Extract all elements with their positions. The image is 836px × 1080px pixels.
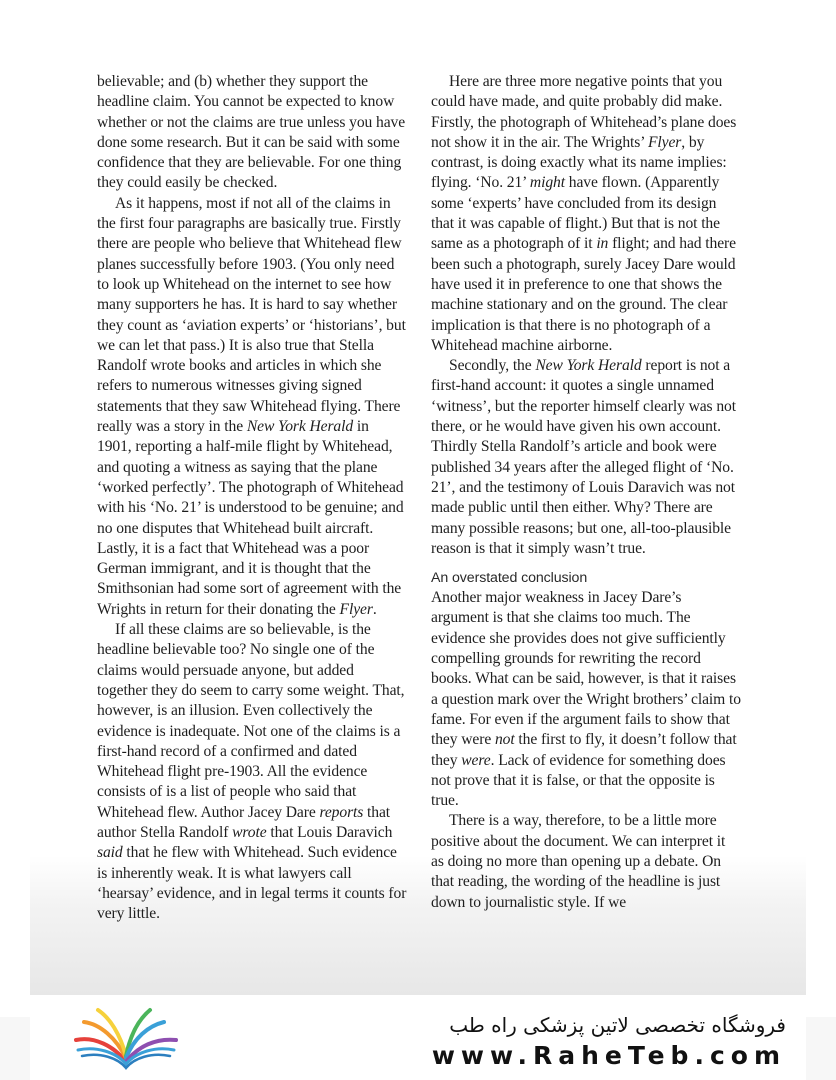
- left-column: [97, 72, 407, 924]
- footer-band-right: [806, 1017, 836, 1080]
- right-column: [431, 72, 741, 913]
- shop-name: فروشگاه تخصصی لاتین پزشکی راه طب: [449, 1013, 786, 1037]
- paragraph: There is a way, therefore, to be a little more positive about the document. We can interpret it as doing no more than opening up a debate. On that reading, the wording of the headline is just down to journalistic style. If we: [431, 812, 726, 911]
- section-heading: An overstated conclusion: [431, 570, 588, 587]
- watermark-footer: [0, 995, 836, 1080]
- shop-url: www.RaheTeb.com: [431, 1041, 786, 1070]
- paragraph: Here are three more negative points that you could have made, and quite probably did make. Firstly, the photograph of Whitehead’s plane does not show it in the air. The Wrights’ Flyer, by contrast, is doing exactly what its name implies: flying. ‘No. 21’ might have flown. (Apparently some ‘experts’ have concluded from its design that it was capable of flight.) But that is not the same as a photograph of it in flight; and had there been such a photograph, surely Jacey Dare would have used it in preference to one that shows the machine stationary and on the ground. The clear implication is that there is no photograph of a Whitehead machine airborne.: [431, 73, 737, 354]
- paragraph: Secondly, the New York Herald report is not a first-hand account: it quotes a single unnamed ‘witness’, but the reporter himself clearly was not there, or he would have given his own account. Thirdly Stella Randolf’s article and book were published 34 years after the alleged flight of ‘No. 21’, and the testimony of Louis Daravich was not made public until then either. Why? There are many possible reasons; but one, all-too-plausible reason is that it simply wasn’t true.: [431, 357, 736, 557]
- paragraph: Another major weakness in Jacey Dare’s argument is that she claims too much. The evidence she provides does not give sufficiently compelling grounds for rewriting the record books. What can be said, however, is that it raises a question mark over the Wright brothers’ claim to fame. For even if the argument fails to show that they were not the first to fly, it doesn’t follow that they were. Lack of evidence for something does not prove that it is false, or that the opposite is true.: [431, 589, 741, 810]
- open-book-rainbow-icon: [72, 1000, 180, 1070]
- paragraph: believable; and (b) whether they support the headline claim. You cannot be expected to know whether or not the claims are true unless you have done some research. But it can be said with some confidence that they are believable. For one thing they could easily be checked.: [97, 73, 406, 192]
- footer-band-left: [0, 1017, 30, 1080]
- paragraph: If all these claims are so believable, is the headline believable too? No single one of the claims would persuade anyone, but added together they do seem to carry some weight. That, however, is an illusion. Even collectively the evidence is inadequate. Not one of the claims is a first-hand record of a confirmed and dated Whitehead flight pre-1903. All the evidence consists of is a list of people who said that Whitehead flew. Author Jacey Dare reports that author Stella Randolf wrote that Louis Daravich said that he flew with Whitehead. Such evidence is inherently weak. It is what lawyers call ‘hearsay’ evidence, and in legal terms it counts for very little.: [97, 621, 407, 923]
- paragraph: As it happens, most if not all of the claims in the first four paragraphs are basically true. Firstly there are people who believe that Whitehead flew planes successfully before 1903. (You only need to look up Whitehead on the internet to see how many supporters he has. It is hard to say whether they count as ‘aviation experts’ or ‘historians’, but we can let that pass.) It is also true that Stella Randolf wrote books and articles in which she refers to numerous witnesses giving signed statements that they saw Whitehead flying. There really was a story in the New York Herald in 1901, reporting a half-mile flight by Whitehead, and quoting a witness as saying that the plane ‘worked perfectly’. The photograph of Whitehead with his ‘No. 21’ is understood to be genuine; and no one disputes that Whitehead built aircraft. Lastly, it is a fact that Whitehead was a poor German immigrant, and it is thought that the Smithsonian had some sort of agreement with the Wrights in return for their donating the Flyer.: [97, 194, 406, 618]
